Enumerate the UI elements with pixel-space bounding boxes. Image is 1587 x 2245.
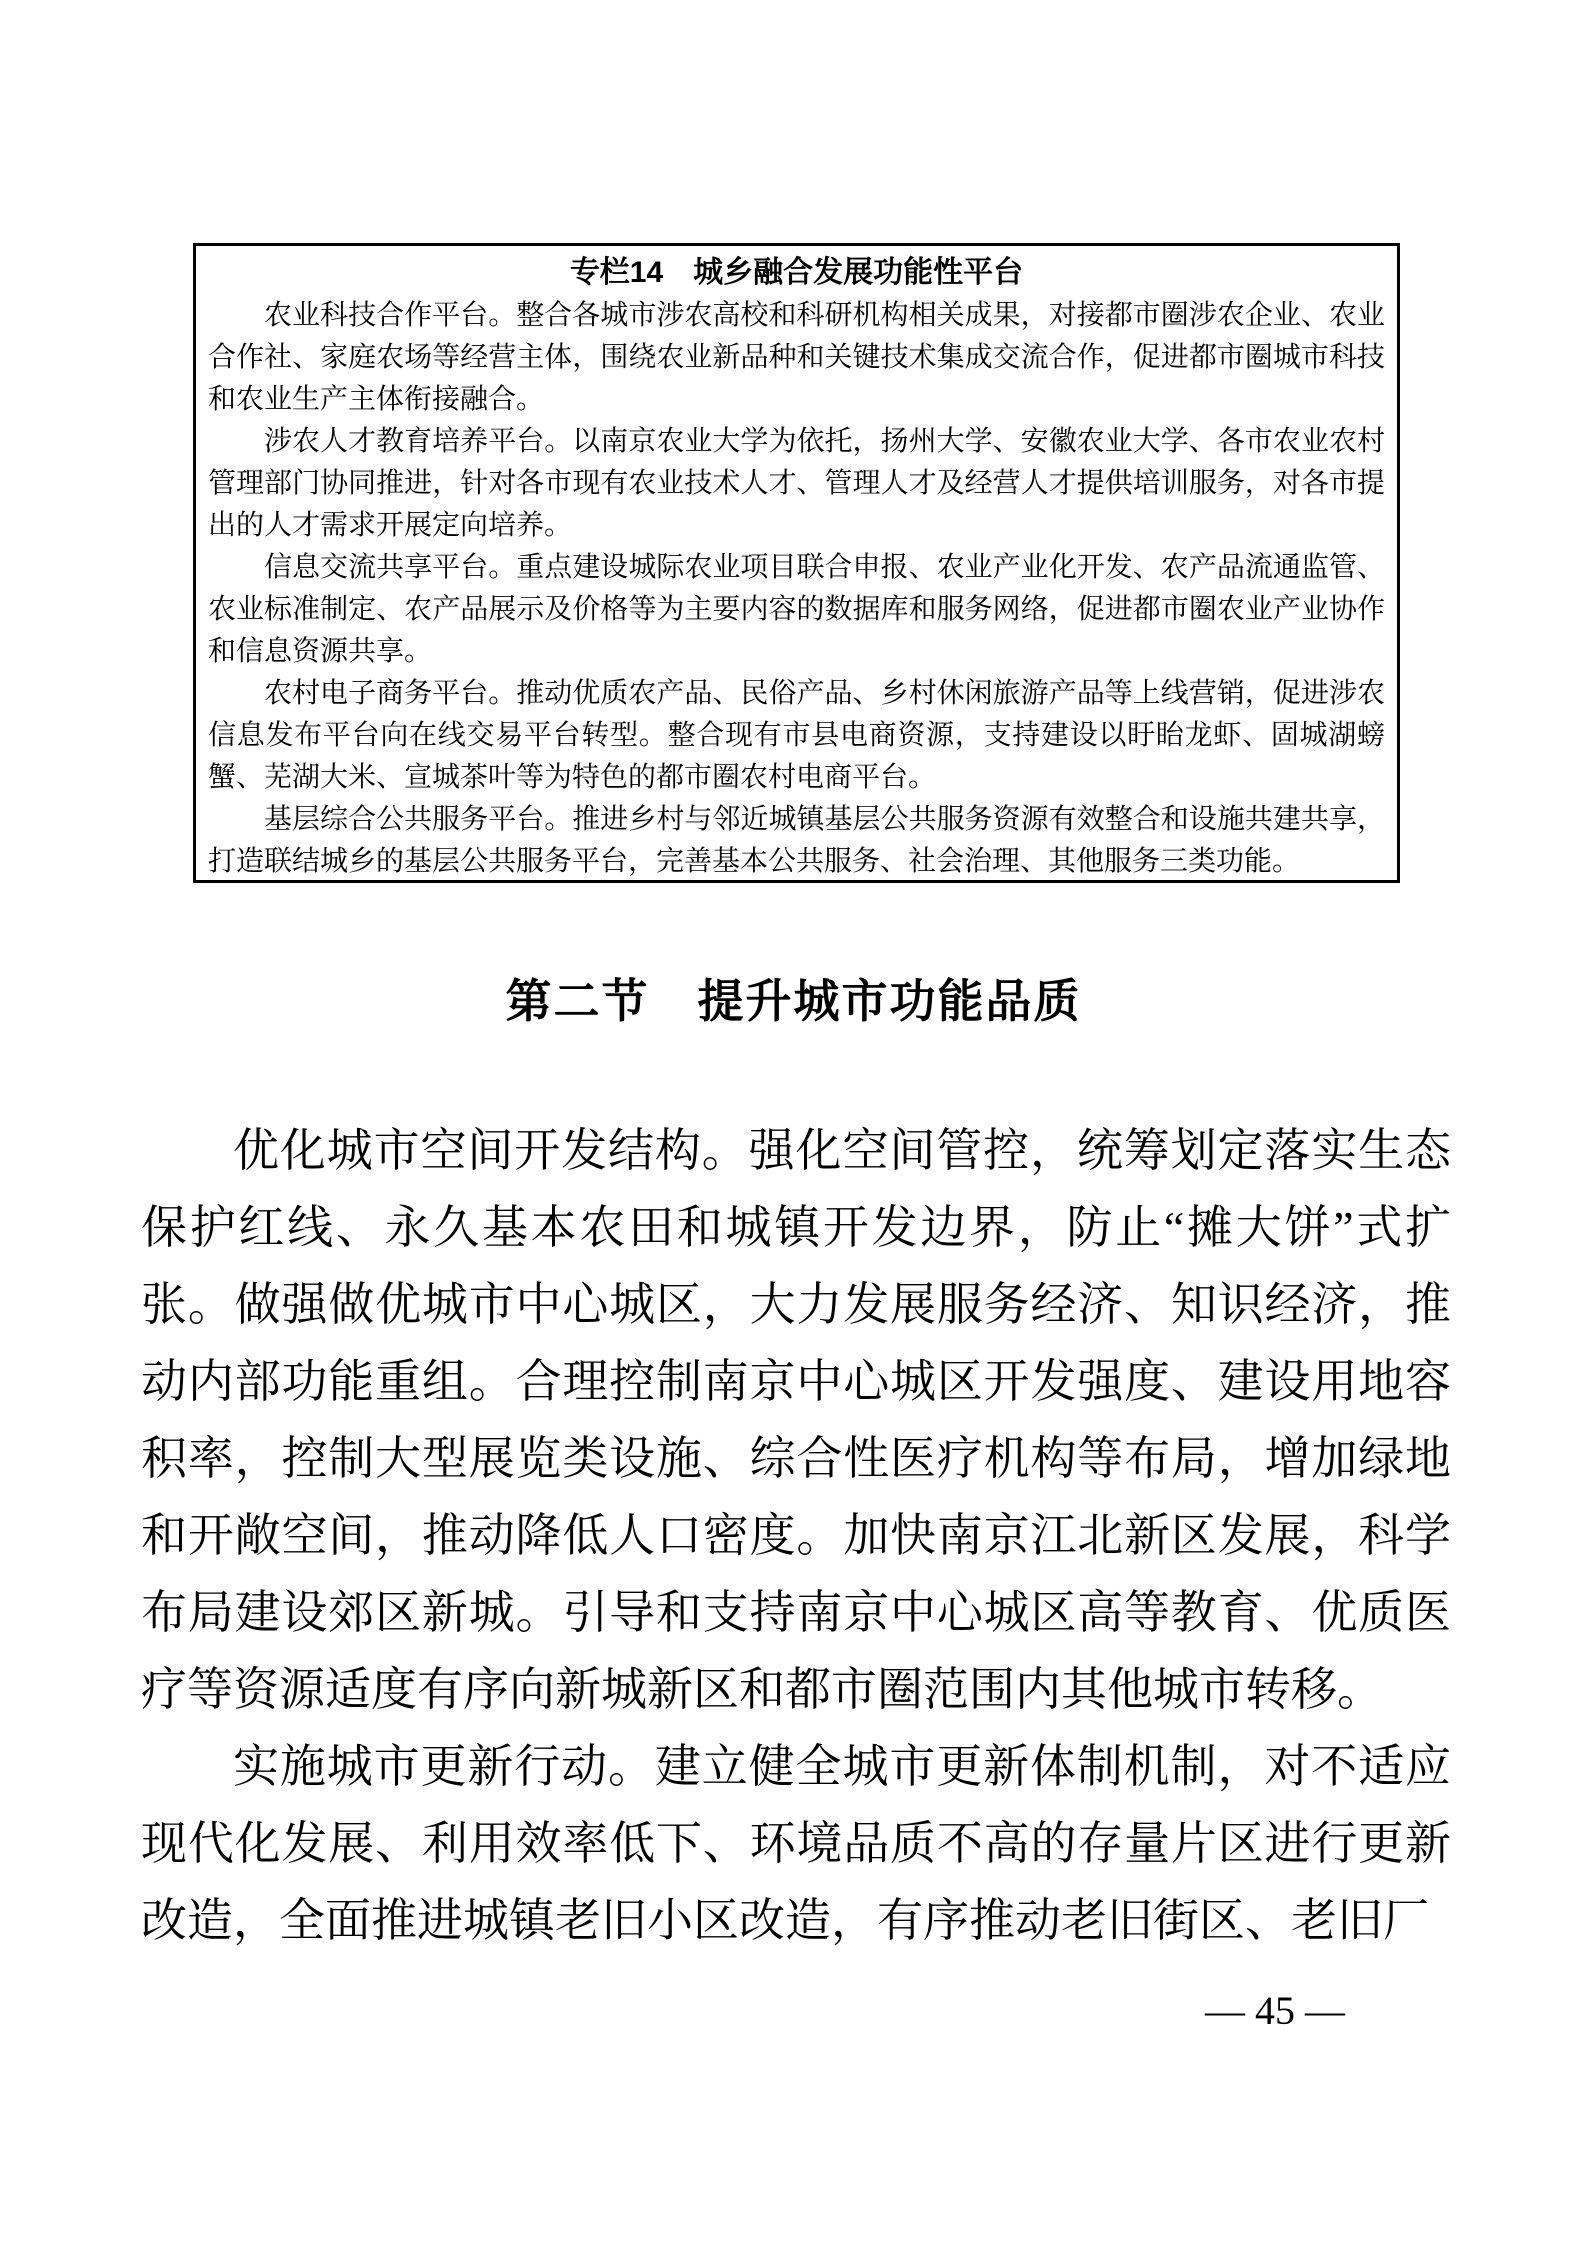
section-heading: 第二节 提升城市功能品质 <box>505 976 1082 1027</box>
box-paragraph-5: 基层综合公共服务平台。推进乡村与邻近城镇基层公共服务资源有效整合和设施共建共享，打造联结城乡的基层公共服务平台，完善基本公共服务、社会治理、其他服务三类功能。 <box>208 804 1385 877</box>
body-text <box>141 1112 1451 1959</box>
box-paragraph-1: 农业科技合作平台。整合各城市涉农高校和科研机构相关成果，对接都市圈涉农企业、农业合作社、家庭农场等经营主体，围绕农业新品种和关键技术集成交流合作，促进都市圈城市科技和农业生产主体衔接融合。 <box>208 300 1385 415</box>
callout-box <box>193 243 1400 883</box>
body-paragraph-2: 实施城市更新行动。建立健全城市更新体制机制，对不适应现代化发展、利用效率低下、环境品质不高的存量片区进行更新改造，全面推进城镇老旧小区改造，有序推动老旧街区、老旧厂 <box>141 1741 1451 1946</box>
body-paragraph-1: 优化城市空间开发结构。强化空间管控，统筹划定落实生态保护红线、永久基本农田和城镇开发边界，防止“摊大饼”式扩张。做强做优城市中心城区，大力发展服务经济、知识经济，推动内部功能重组。合理控制南京中心城区开发强度、建设用地容积率，控制大型展览类设施、综合性医疗机构等布局，增加绿地和开敞空间，推动降低人口密度。加快南京江北新区发展，科学布局建设郊区新城。引导和支持南京中心城区高等教育、优质医疗等资源适度有序向新城新区和都市圈范围内其他城市转移。 <box>141 1125 1451 1715</box>
box-paragraph-2: 涉农人才教育培养平台。以南京农业大学为依托，扬州大学、安徽农业大学、各市农业农村管理部门协同推进，针对各市现有农业技术人才、管理人才及经营人才提供培训服务，对各市提出的人才需求开展定向培养。 <box>208 426 1385 541</box>
page-number: — 45 — <box>1205 1988 1345 2033</box>
box-paragraph-4: 农村电子商务平台。推动优质农产品、民俗产品、乡村休闲旅游产品等上线营销，促进涉农信息发布平台向在线交易平台转型。整合现有市县电商资源，支持建设以盱眙龙虾、固城湖螃蟹、芜湖大米、宣城茶叶等为特色的都市圈农村电商平台。 <box>208 678 1385 793</box>
box-paragraph-3: 信息交流共享平台。重点建设城际农业项目联合申报、农业产业化开发、农产品流通监管、农业标准制定、农产品展示及价格等为主要内容的数据库和服务网络，促进都市圈农业产业协作和信息资源共享。 <box>208 552 1385 667</box>
callout-box-title: 专栏14 城乡融合发展功能性平台 <box>569 256 1024 289</box>
